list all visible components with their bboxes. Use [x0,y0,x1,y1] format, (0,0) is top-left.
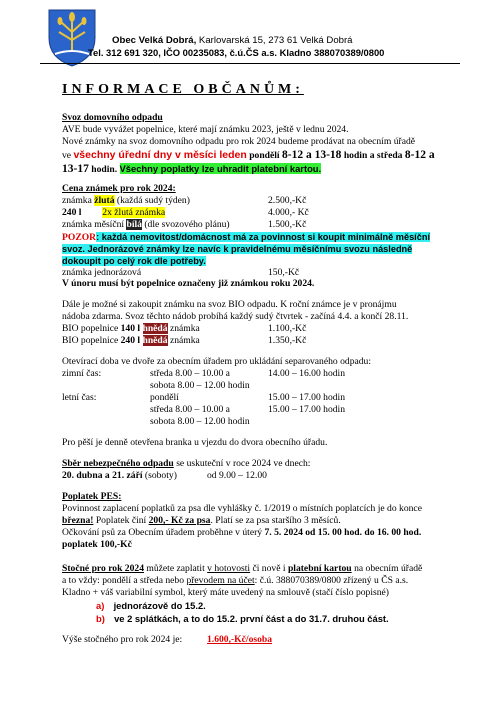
dogs-fee-amount: 200,- Kč za psa [148,515,211,526]
winter-wednesday-pm: 14.00 – 16.00 hodin [268,368,346,379]
dogs-fee-label: Poplatek činí [95,515,147,526]
dogs-line-3 [62,527,421,539]
waste-monday: pondělí [249,150,280,161]
winter-saturday: sobota 8.00 – 12.00 hodin [150,380,250,391]
sewage-days: a to vždy: pondělí a středa nebo [62,575,185,586]
municipality-address: Karlovarská 15, 273 61 Velká Dobrá [198,35,353,46]
bio-row-240-size: 240 l [120,335,141,346]
vaccination-date: 7. 5. 2024 od 15. 00 hod. do 16. 00 hod. [264,527,422,538]
hazard-line [62,458,310,470]
option-a-text: jednorázově do 15.2. [113,600,206,611]
pedestrian-note: Pro pěší je denně otevřena branka u vjezdu do dvora obecního úřadu. [62,437,328,448]
bio-row-240-suffix: známka [169,335,200,346]
bio-line-1: Dále je možné si zakoupit známku na svoz BIO odpadu. K roční známce je v pronájmu [62,299,397,310]
waste-ve: ve [62,150,72,161]
dogs-heading: Poplatek PES: [62,491,122,502]
bio-price-240: 1.350,-Kč [268,335,307,346]
summer-label: letní čas: [62,392,97,403]
brown-badge-140: hnědá [142,323,168,334]
bio-row-140-suffix: známka [169,323,200,334]
sewage-pay-label: můžete zaplatit [146,563,205,574]
waste-wednesday: hodin a středa [343,150,403,161]
waste-paragraph-4 [62,162,321,177]
municipality-name: Obec Velká Dobrá, [112,35,197,46]
sewage-total-label: Výše stočného pro rok 2024 je: [62,634,183,645]
dogs-line-1: Povinnost zaplacení poplatků za psa dle vyhlášky č. 1/2019 o místních poplatcích je do konce [62,503,422,514]
prices-heading: Cena známek pro rok 2024: [62,183,176,194]
waste-wednesday-time-2: 13-17 [62,163,89,175]
waste-monday-time: 8-12 a 13-18 [282,149,342,161]
bio-row-140 [62,323,200,335]
price-row-single: známka jednorázová [62,267,142,278]
february-note: V únoru musí být popelnice označeny již známkou roku 2024. [62,278,315,289]
pozor-text-2: svoz. Jednorázové známky lze navíc k pravidelnému měsíčnímu svozu následně [62,244,413,254]
double-yellow-badge: 2x žlutá známka [102,207,166,218]
pozor-line-3 [62,255,206,267]
sewage-total-value: 1.600,-Kč/osoba [207,634,273,645]
hazard-dates: 20. dubna a 21. září [62,470,143,481]
option-b-marker: b) [96,613,105,624]
hazard-dates-line [62,470,177,482]
winter-wednesday: středa 8.00 – 10.00 a [150,368,230,379]
hours-intro: Otevírací doba ve dvoře za obecním úřadem pro ukládání separovaného odpadu: [62,356,372,367]
waste-paragraph-2: Nové známky na svoz domovního odpadu pro rok 2024 budeme prodávat na obecním úřadě [62,136,416,147]
sewage-line-3: Kladno + váš variabilní symbol, který máte uvedený na smlouvě (stačí číslo popisné) [62,587,389,598]
vaccination-fee: poplatek 100,-Kč [62,539,132,550]
bio-line-2: nádoba zdarma. Svoz těchto nádob probíhá každý sudý čtvrtek - začíná 4.4. a končí 28.11. [62,311,409,322]
yellow-badge: žlutá [94,195,115,206]
price-yellow: 2.500,-Kč [268,195,307,206]
sewage-or: či nově i [252,563,286,574]
price-row-240 [62,207,165,219]
waste-hours-suffix: hodin. [91,164,118,175]
sewage-account: : č.ú. 388070389/0800 zřízený u ČS a.s. [254,575,409,586]
winter-label: zimní čas: [62,368,102,379]
dogs-deadline: března! [62,515,94,526]
coat-of-arms-logo [47,8,97,68]
dogs-fee-note: . Platí se za psa staršího 3 měsíců. [210,515,341,526]
summer-wednesday: středa 8.00 – 10.00 a [150,404,230,415]
municipality-contacts: Tel. 312 691 320, IČO 00235083, č.ú.ČS a.s. Kladno 388070389/0800 [88,47,385,58]
hazard-heading: Sběr nebezpečného odpadu [62,458,174,469]
bio-row-140-size: 140 l [120,323,141,334]
sewage-line-1 [62,563,422,575]
sewage-card: platební kartou [287,563,352,574]
card-payment-note: Všechny poplatky lze uhradit platební kartou. [119,163,322,174]
summer-monday: pondělí [150,392,179,403]
bio-row-240-label: BIO popelnice [62,335,119,346]
price-white: 1.500,-Kč [268,219,307,230]
municipality-header [112,35,353,47]
waste-heading: Svoz domovního odpadu [62,112,163,123]
summer-wednesday-pm: 15.00 – 17.00 hodin [268,404,346,415]
white-badge: bílá [126,219,142,230]
sewage-line-2 [62,575,408,587]
summer-saturday: sobota 8.00 – 12.00 hodin [150,416,250,427]
bin-size-240: 240 l [62,207,82,218]
price-single: 150,-Kč [268,267,300,278]
price-row-white-note: (dle svozového plánu) [144,219,230,230]
sewage-office: na obecním úřadě [354,563,423,574]
price-row-yellow [62,195,190,207]
price-row-white [62,219,230,231]
bio-price-140: 1.100,-Kč [268,323,307,334]
page-title: INFORMACE OBČANŮM: [62,82,304,97]
price-row-yellow-label: známka [62,195,92,206]
price-row-white-label: známka měsíční [62,219,125,230]
sewage-heading: Stočné pro rok 2024 [62,563,144,574]
sewage-cash: v hotovosti [207,563,251,574]
price-row-yellow-note: (každá sudý týden) [116,195,190,206]
header-divider [40,63,460,64]
price-240: 4.000,- Kč [268,207,309,218]
hazard-saturdays: (soboty) [144,470,177,481]
hazard-time: od 9.00 – 12.00 [207,470,267,481]
sewage-transfer: převodem na účet [186,575,255,586]
waste-paragraph-3 [62,148,435,163]
waste-paragraph-1: AVE bude vyvážet popelnice, které mají známku 2023, ještě v lednu 2024. [62,124,349,135]
brown-badge-240: hnědá [142,335,168,346]
pozor-text-1: : každá nemovitost/domácnost má za povinnost si koupit minimálně měsíční [96,232,431,242]
pozor-label: POZOR [62,232,97,243]
bio-row-140-label: BIO popelnice [62,323,119,334]
option-a-marker: a) [96,600,105,611]
waste-wednesday-time: 8-12 a [404,149,435,161]
dogs-line-2 [62,515,341,527]
sewage-option-a [96,600,206,612]
bio-row-240 [62,335,200,347]
summer-monday-time: 15.00 – 17.00 hodin [268,392,346,403]
pozor-line-2 [62,243,412,255]
vaccination-label: Očkování psů za Obecním úřadem proběhne v úterý [62,527,263,538]
hazard-intro: se uskuteční v roce 2024 ve dnech: [176,458,311,469]
waste-office-days: všechny úřední dny v měsíci leden [73,149,247,161]
option-b-text: ve 2 splátkách, a to do 15.2. první část a do 31.7. druhou část. [114,613,389,624]
pozor-text-3: dokoupit po celý rok dle potřeby. [62,256,206,266]
sewage-option-b [96,613,389,625]
